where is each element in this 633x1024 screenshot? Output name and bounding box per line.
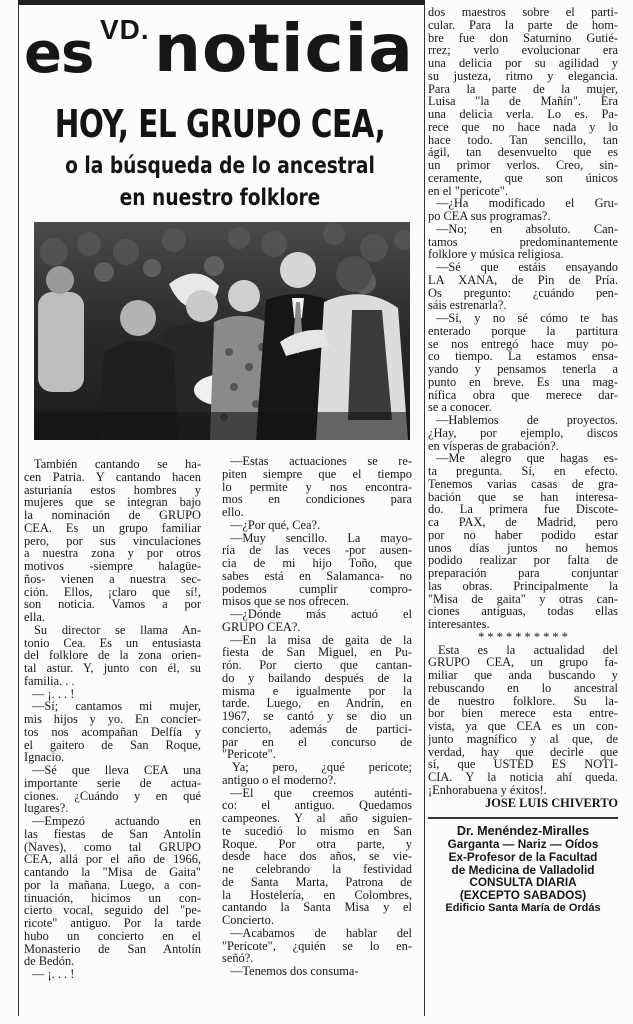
text-line: cantando la "Misa de Gaita"	[24, 865, 201, 879]
text-line: punto en breve. Es una mag-	[428, 374, 618, 389]
text-line: concierto, además de partici-	[222, 721, 412, 736]
text-line: misos que se nos ofrecen.	[222, 594, 349, 609]
text-line: —Sé que lleva CEA una	[32, 763, 201, 777]
text-line: par en el concurso de	[222, 734, 412, 749]
text-line: por no haber podido estar	[428, 527, 618, 542]
text-line: Monasterio de San Antolín	[24, 941, 201, 956]
text-line: cantando la Santa Misa y el	[222, 900, 412, 915]
text-line: bación que se han interesa-	[428, 489, 618, 504]
headline-subtitle-1: o la búsqueda de lo ancestral	[65, 153, 375, 179]
text-line: —Acabamos de hablar del	[230, 925, 412, 940]
text-line: verdad, hay que decirle que	[428, 744, 618, 759]
text-line: por la mañana. Luego, a con-	[24, 877, 201, 892]
text-line: —Hablemos de proyectos.	[436, 413, 618, 427]
text-line: ¡Enhorabuena y éxitos!.	[428, 782, 547, 797]
text-line: ría de las veces -por ausen-	[222, 543, 412, 558]
text-line: piten siempre que el tiempo	[222, 466, 412, 481]
text-line: Tenemos varias casas de gra-	[428, 476, 618, 491]
text-line: podido realizar por falta de	[428, 553, 618, 568]
text-line: bor bien merece esta entre-	[428, 706, 618, 721]
text-line: cia de mi hijo Toño, que	[222, 556, 412, 570]
text-line: la Hostelería, en Colombres,	[222, 887, 412, 902]
masthead-prefix: VD.	[100, 14, 150, 45]
text-line: señó?.	[222, 951, 254, 966]
text-line: nífica obra que merece dar-	[428, 387, 618, 402]
text-line: —Sí, y no sé cómo te has	[436, 311, 618, 325]
text-line: tamos predominantemente	[428, 234, 618, 249]
text-line: Concierto.	[222, 913, 274, 927]
text-line: te sucedió lo mismo en San	[222, 823, 412, 838]
text-line: do. La primera fue Discote-	[428, 502, 618, 517]
text-line: la nominación de GRUPO	[24, 508, 201, 522]
text-line: lugares?.	[24, 801, 69, 816]
text-line: misma e igualmente por la	[222, 683, 412, 698]
text-line: — ¡. . . !	[32, 686, 75, 701]
text-line: hace todo. Tan sencillo, tan	[428, 132, 618, 147]
text-line: junto magnífico y al que, de	[428, 731, 618, 746]
text-line: podemos cumplir compro-	[222, 581, 412, 596]
text-line: ¿Hay, por ejemplo, discos	[428, 425, 618, 440]
text-line: Luisa "la de Mañín". Era	[428, 94, 618, 109]
text-line: CIA. Y la noticia ahí queda.	[428, 770, 618, 784]
text-line: —¿Por qué, Cea?.	[230, 517, 321, 532]
group-photo	[34, 222, 410, 440]
text-line: a nuestra zona y por otros	[24, 546, 201, 561]
text-line: —¿Dónde más actuó el	[230, 607, 412, 621]
advert-spacer	[428, 809, 618, 817]
text-line: las obras. Principalmente la	[428, 578, 618, 593]
text-line: (Naves), como tal GRUPO	[24, 839, 201, 854]
article-column-1	[24, 458, 201, 1018]
advert-line: Garganta — Nariz — Oídos	[447, 837, 599, 851]
text-line: del folklore de la zona orien-	[24, 648, 201, 663]
text-line: en vísperas de grabación?.	[428, 438, 559, 453]
text-line: son noticia. Vamos a por	[24, 597, 201, 612]
text-line: las fiestas de San Antolín	[24, 826, 201, 841]
text-line: CEA. Es un grupo familiar	[24, 520, 201, 535]
text-line: tinuación, hicimos un con-	[24, 890, 201, 905]
text-line: CEA, allá por el año de 1966,	[24, 852, 201, 867]
text-line: ello.	[222, 505, 244, 519]
text-line: antiguo o el moderno?.	[222, 772, 337, 787]
headline-subtitle-2: en nuestro folklore	[119, 185, 321, 211]
text-line: un primor verlos. Creo, sin-	[428, 158, 618, 172]
text-line: desde hace dos años, se vie-	[222, 849, 412, 864]
text-line: una delicia verla. Lo es. Pa-	[428, 107, 618, 121]
advert-line: de Medicina de Valladolid	[451, 862, 595, 877]
text-line: ños- vienen a nuestra sec-	[24, 571, 201, 586]
text-line: "Pericote", ¿quién se lo en-	[222, 938, 412, 953]
advert-line: Edificio Santa María de Ordás	[445, 901, 601, 914]
text-line: GRUPO CEA, un grupo fa-	[428, 655, 618, 670]
text-line: También cantando se ha-	[34, 458, 201, 471]
text-line: motivos -siempre halagüe-	[24, 559, 201, 573]
text-line: su justeza, ritmo y elegancia.	[428, 68, 618, 83]
text-line: —Sé que estáis ensayando	[436, 260, 618, 274]
text-line: sí, que USTED ES NOTI-	[428, 757, 618, 772]
text-line: ta pregunta. Sí, en efecto.	[428, 464, 618, 478]
text-line: rebuscando en lo ancestral	[428, 680, 618, 695]
text-line: tal astur. Y, junto con él, su	[24, 661, 201, 675]
text-line: cierto vocal, seguido del "pe-	[24, 903, 201, 918]
text-line: Ya; pero, ¿qué pericote;	[232, 760, 412, 774]
text-line: 1967, se cantó y se dio un	[222, 709, 412, 723]
text-line: — ¡. . . !	[32, 967, 75, 981]
group-photo-icon	[34, 222, 410, 440]
advert-line: Dr. Menéndez-Miralles	[456, 824, 590, 839]
text-line: do y bailando después de la	[222, 670, 412, 685]
text-line: familia. . .	[24, 673, 75, 688]
text-line: ella.	[24, 610, 45, 624]
text-line: mujeres que se integran bajo	[24, 495, 201, 510]
text-line: —¿Ha modificado el Gru-	[436, 196, 618, 211]
text-line: ágil, tan desenvuelto que es	[428, 145, 618, 160]
text-line: de nuestro folklore. Su la-	[428, 693, 618, 708]
text-line: —Muy sencillo. La mayo-	[230, 530, 412, 545]
text-line: rece que no hace nada y lo	[428, 119, 618, 134]
text-line: "Misa de gaita" y otras can-	[428, 591, 618, 606]
text-line: GRUPO CEA?.	[222, 619, 301, 634]
text-line: —No; en absoluto. Can-	[436, 221, 618, 236]
text-line: ciones antiguas, todas ellas	[428, 604, 618, 619]
text-line: el gaitero de San Roque,	[24, 737, 201, 752]
text-line: rrez; verlo evolucionar era	[428, 43, 618, 58]
text-line: ción. Ellos, ¡claro que sí!,	[24, 584, 201, 599]
text-line: dos maestros sobre el parti-	[428, 6, 618, 19]
text-line: tarde. Luego, en Andrín, en	[222, 696, 412, 711]
article-column-2	[222, 455, 412, 1018]
text-line: —Tenemos dos consuma-	[230, 964, 359, 978]
text-line: ciones. ¿Cuándo y en qué	[24, 788, 201, 803]
text-line: tonio Cea. Es un entusiasta	[24, 635, 201, 650]
text-line: cular. Para la parte de hom-	[428, 17, 618, 32]
text-line: po CEA sus programas?.	[428, 209, 551, 223]
text-line: enterado porque la partitura	[428, 323, 618, 338]
advert-line: Ex-Profesor de la Facultad	[448, 849, 598, 864]
text-line: —Empezó actuando en	[32, 814, 201, 828]
advert-line: CONSULTA DIARIA	[469, 875, 577, 890]
text-line: tos nos acompañan Delfía y	[24, 724, 201, 739]
advert-line: (EXCEPTO SABADOS)	[459, 888, 587, 902]
text-line: —Sí; cantamos mi mujer,	[32, 699, 201, 714]
text-line: vista, ya que CEA es un con-	[428, 719, 618, 733]
masthead-word-noticia: noticia	[154, 10, 414, 87]
text-line: Ignacio.	[24, 750, 65, 765]
text-line: fiesta de San Miguel, en Pu-	[222, 645, 412, 660]
text-line: unos días juntos no hemos	[428, 540, 618, 555]
text-line: mis hijos y yo. En concier-	[24, 712, 201, 726]
text-line: —Me alegro que hagas es-	[436, 451, 618, 466]
text-line: bre fue don Saturnino Gutié-	[428, 30, 618, 45]
text-line: co: el antiguo. Quedamos	[222, 798, 412, 813]
text-line: Esta es la actualidad del	[438, 642, 618, 657]
text-line: pero, por sus vinculaciones	[24, 533, 201, 548]
text-line: co tiempo. La estamos ensa-	[428, 349, 618, 364]
text-line: ceramente, que son únicos	[428, 170, 618, 185]
text-line: mos en condiciones para	[222, 492, 412, 507]
text-line: JOSE LUIS CHIVERTO	[485, 795, 618, 810]
text-line: Os pregunto: ¿cuándo pen-	[428, 285, 618, 300]
text-line: rón. Por cierto que cantan-	[222, 658, 412, 672]
text-line: se nos entregó hace muy po-	[428, 336, 618, 351]
text-line: LA XANA, de Pin de Pría.	[428, 272, 618, 287]
text-line: ricote" antiguo. Por la tarde	[24, 916, 201, 930]
doctor-advert	[428, 817, 618, 914]
text-line: se a conocer.	[428, 400, 492, 415]
text-line: —El que creemos auténti-	[230, 785, 412, 800]
text-line: de Bedón.	[24, 954, 75, 969]
text-line: campeones. Y al año siguien-	[222, 811, 412, 825]
text-line: * * * * * * * * * *	[478, 629, 568, 644]
text-line: una delicia por su agilidad y	[428, 56, 618, 70]
text-line: Roque. Por otra parte, y	[222, 836, 412, 851]
headline-title: HOY, EL GRUPO CEA,	[54, 102, 386, 146]
text-line: sabes está en Salamanca- no	[222, 568, 412, 583]
text-line: —Estas actuaciones se re-	[230, 455, 412, 468]
text-line: folklore y música religiosa.	[428, 247, 564, 262]
text-line: "Pericote".	[222, 747, 276, 762]
text-line: ca PAX, de Madrid, pero	[428, 515, 618, 529]
text-line: importante serie de actua-	[24, 775, 201, 790]
text-line: yando y pensamos tenerla a	[428, 362, 618, 376]
text-line: preparación para conjuntar	[428, 566, 618, 580]
text-line: de Santa Marta, Patrona de	[222, 874, 412, 889]
text-line: ne celebrando la festividad	[222, 862, 412, 876]
text-line: asturianía estos hombres y	[24, 482, 201, 497]
text-line: hubo un concierto en el	[24, 928, 201, 943]
text-line: sáis estrenarla?.	[428, 298, 507, 313]
text-line: Para la parte de la mujer,	[428, 81, 618, 96]
text-line: lo permite y nos encontra-	[222, 479, 412, 494]
text-line: en el "pericote".	[428, 183, 508, 198]
text-line: cen Patria. Y cantando hacen	[24, 469, 201, 484]
text-line: Su director se llama An-	[34, 622, 201, 637]
masthead-word-es: es	[24, 21, 94, 86]
text-line: miliar que anda buscando y	[428, 668, 618, 682]
article-column-3	[428, 6, 618, 1016]
text-line: —En la misa de gaita de la	[230, 632, 412, 647]
text-line: interesantes.	[428, 617, 490, 631]
section-masthead	[22, 6, 422, 94]
